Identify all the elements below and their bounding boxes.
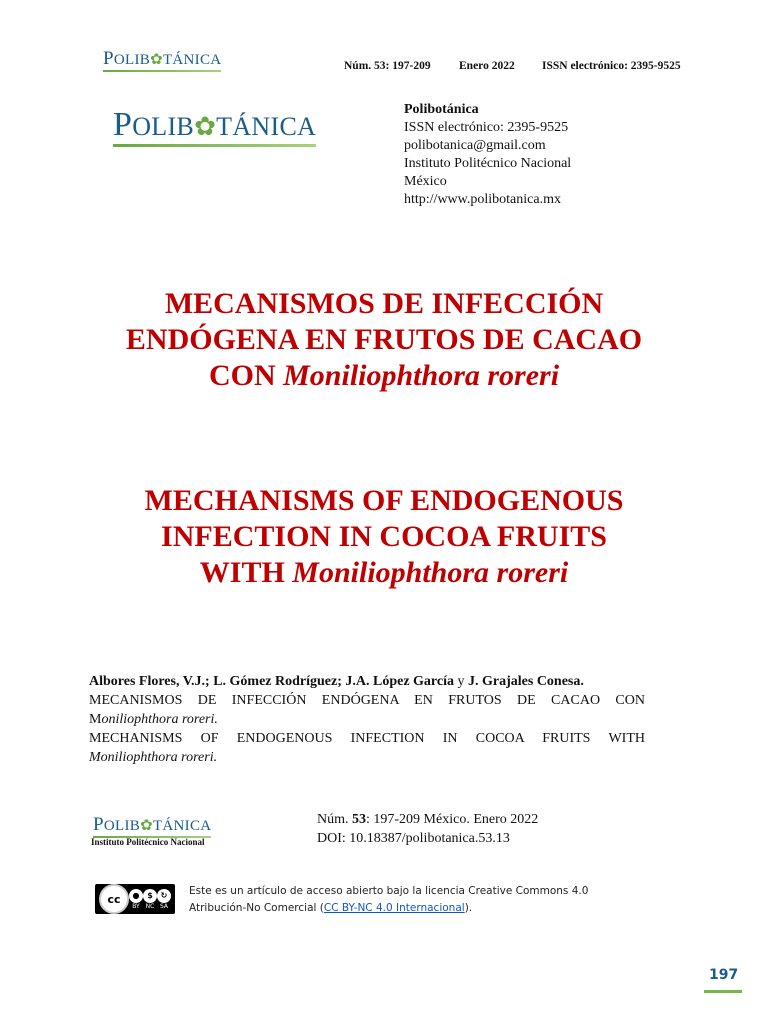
footer-logo — [93, 814, 211, 838]
cc-icon: cc — [99, 884, 129, 914]
journal-info — [404, 101, 571, 209]
journal-institution: Instituto Politécnico Nacional — [404, 156, 572, 171]
citation-es-line1: MECANISMOS DE INFECCIÓN ENDÓGENA EN FRUTOS DE CACAO CON — [89, 693, 645, 708]
sa-group — [157, 889, 171, 910]
attribution-icon: ● — [129, 889, 143, 903]
logo-underline — [103, 70, 221, 72]
logo-text-end: TÁNICA — [152, 818, 212, 834]
sa-label: SA — [159, 902, 169, 910]
logo-text-end: TÁNICA — [162, 52, 222, 68]
journal-url[interactable]: http://www.polibotanica.mx — [404, 192, 561, 207]
volume-line: Núm. 53: 197-209 México. Enero 2022 — [317, 812, 539, 827]
logo-initial: P — [103, 48, 114, 69]
citation-en-line2: Moniliophthora roreri. — [89, 750, 218, 765]
journal-logo — [113, 106, 316, 147]
page-number-underline — [704, 990, 742, 993]
sharealike-icon: ↻ — [157, 889, 171, 903]
header-date: Enero 2022 — [459, 60, 515, 72]
footer-institution: Instituto Politécnico Nacional — [91, 837, 205, 847]
logo-text-mid: OLIB — [103, 818, 141, 834]
noncommercial-icon: $ — [143, 889, 157, 903]
nc-label: NC — [145, 902, 155, 910]
logo-underline — [113, 144, 316, 147]
by-group — [129, 889, 143, 910]
cc-license-badge[interactable] — [95, 884, 175, 914]
title-english — [60, 483, 708, 591]
nc-group — [143, 889, 157, 910]
title-es-line2: ENDÓGENA EN FRUTOS DE CACAO — [125, 323, 643, 356]
header-logo — [103, 48, 221, 72]
flower-icon: ✿ — [194, 112, 217, 141]
logo-initial: P — [113, 106, 133, 143]
flower-icon: ✿ — [140, 818, 153, 834]
license-link[interactable]: CC BY-NC 4.0 Internacional — [323, 902, 465, 914]
license-line1: Este es un artículo de acceso abierto bajo la licencia Creative Commons 4.0 — [189, 885, 589, 897]
logo-text-mid: OLIB — [113, 52, 151, 68]
journal-country: México — [404, 174, 447, 189]
journal-email[interactable]: polibotanica@gmail.com — [404, 138, 546, 153]
title-spanish — [60, 286, 708, 394]
header-issue: Núm. 53: 197-209 — [344, 60, 431, 72]
page-number: 197 — [709, 967, 739, 983]
doi[interactable]: DOI: 10.18387/polibotanica.53.13 — [317, 831, 510, 846]
title-en-line3: WITH Moniliophthora roreri — [199, 556, 569, 589]
logo-text-mid: OLIB — [132, 112, 195, 141]
volume-info — [317, 810, 538, 848]
title-es-line3: CON Moniliophthora roreri — [208, 359, 560, 392]
by-label: BY — [132, 902, 140, 910]
citation-authors: Albores Flores, V.J.; L. Gómez Rodríguez; J.A. López García y J. Grajales Conesa. — [89, 674, 584, 689]
journal-issn: ISSN electrónico: 2395-9525 — [404, 120, 569, 135]
license-line2: Atribución-No Comercial (CC BY-NC 4.0 Internacional). — [189, 902, 473, 914]
journal-name: Polibotánica — [404, 102, 479, 117]
flower-icon: ✿ — [150, 52, 163, 68]
title-en-line2: INFECTION IN COCOA FRUITS — [161, 520, 607, 553]
title-es-line1: MECANISMOS DE INFECCIÓN — [164, 287, 604, 320]
logo-initial: P — [93, 814, 104, 835]
header-issn: ISSN electrónico: 2395-9525 — [542, 60, 681, 72]
citation-es-line2: Moniliophthora roreri. — [89, 712, 218, 727]
title-en-line1: MECHANISMS OF ENDOGENOUS — [144, 484, 624, 517]
logo-text-end: TÁNICA — [216, 112, 317, 141]
citation-block — [89, 672, 645, 767]
citation-en-line1: MECHANISMS OF ENDOGENOUS INFECTION IN COCOA FRUITS WITH — [89, 731, 645, 746]
license-text — [189, 883, 588, 917]
